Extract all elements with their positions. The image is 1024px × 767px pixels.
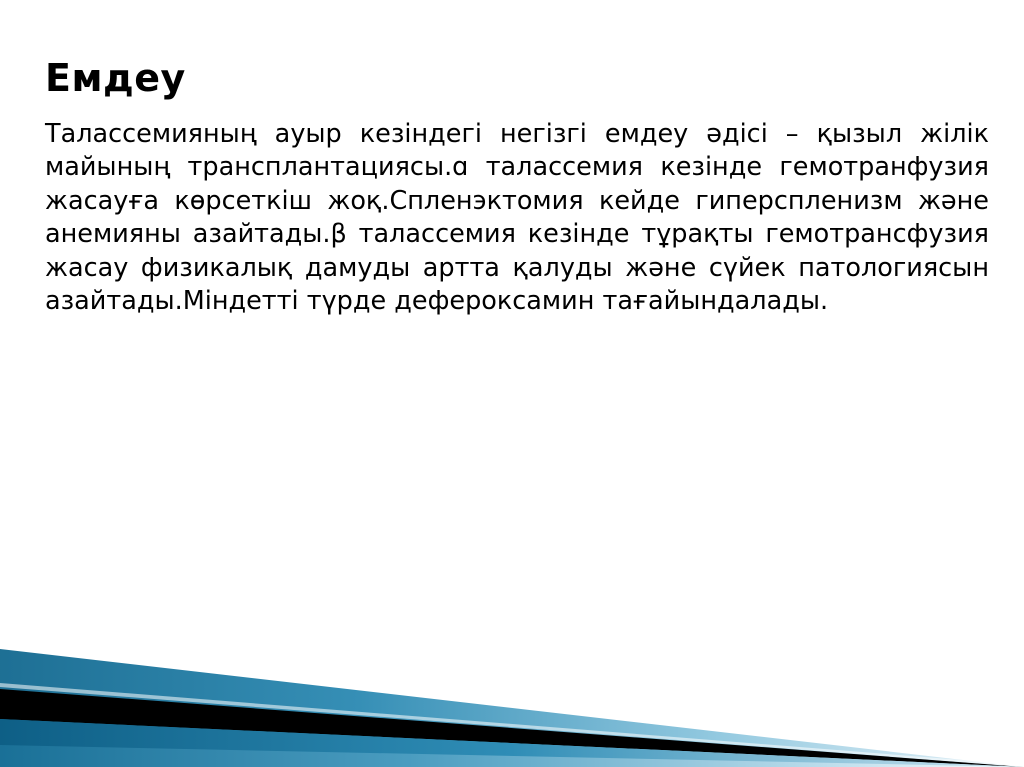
bottom-left-angled-banner-icon bbox=[0, 627, 1024, 767]
slide-body-text bbox=[45, 118, 989, 318]
page-title: Емдеу bbox=[45, 56, 186, 100]
body-paragraph: Талассемияның ауыр кезіндегі негізгі емдеу әдісі – қызыл жілік майының трансплантациясы.ɑ талассемия кезінде гемотранфузия жасауға көрсеткіш жоқ.Спленэктомия кейде гиперспленизм және анемияны азайтады.β талассемия кезінде тұрақты гемотрансфузия жасау физикалық дамуды артта қалуды және сүйек патологиясын азайтады.Міндетті түрде дефероксамин тағайындалады. bbox=[45, 119, 989, 316]
